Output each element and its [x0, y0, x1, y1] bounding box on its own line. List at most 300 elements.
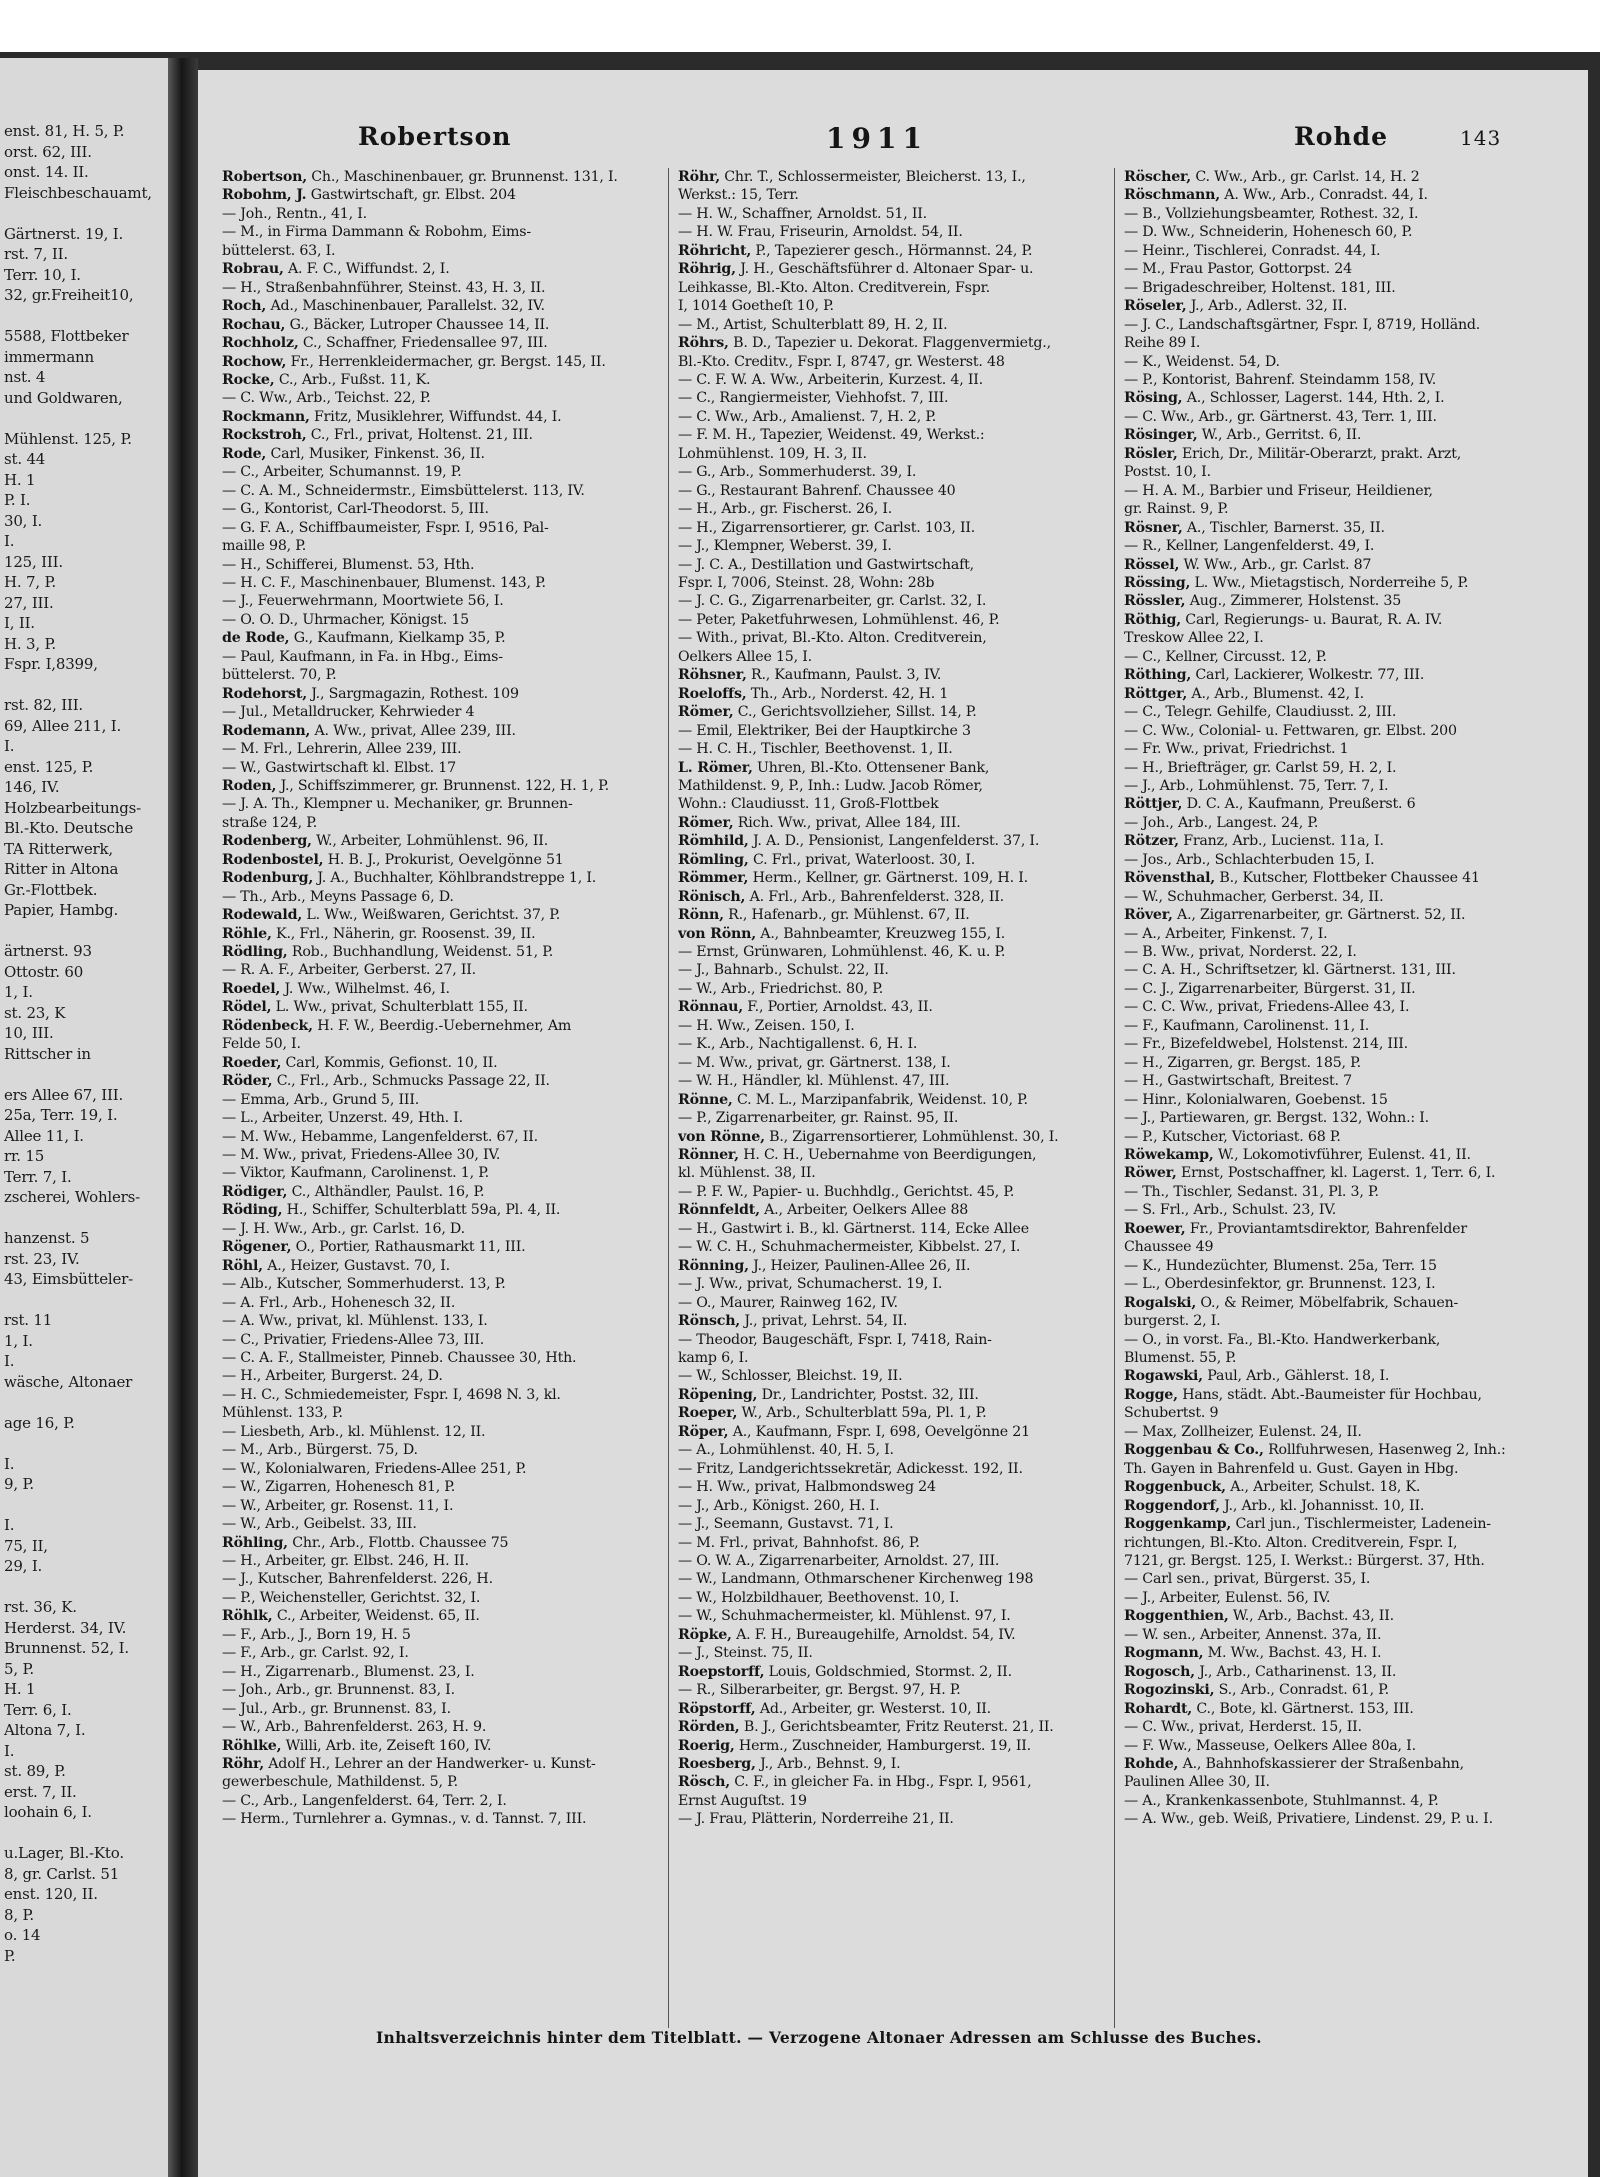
directory-entry [678, 1644, 1108, 1662]
entry-details: — R., Silberarbeiter, gr. Bergst. 97, H. P. [678, 1682, 961, 1699]
directory-entry [222, 1589, 652, 1607]
prev-page-line: 25a, Terr. 19, I. [4, 1106, 118, 1124]
directory-entry [1124, 1663, 1554, 1681]
directory-entry [678, 592, 1108, 610]
directory-entry [678, 943, 1108, 961]
prev-page-line: Herderst. 34, IV. [4, 1618, 127, 1637]
directory-entry [222, 1312, 652, 1330]
directory-entry [222, 316, 652, 334]
directory-entry [678, 1663, 1108, 1681]
entry-details: L. Ww., Weißwaren, Gerichtst. 37, P. [306, 907, 561, 924]
entry-details: — Th., Arb., Meyns Passage 6, D. [222, 888, 454, 905]
entry-details: — Brigadeschreiber, Holtenst. 181, III. [1124, 279, 1396, 296]
directory-entry [678, 205, 1108, 223]
prev-page-line: 8, P. [4, 1905, 34, 1924]
directory-entry [1124, 1017, 1554, 1035]
previous-page-edge [0, 58, 168, 2177]
entry-details: — Jul., Metalldrucker, Kehrwieder 4 [222, 704, 475, 721]
entry-details: burgerst. 2, I. [1124, 1313, 1221, 1330]
directory-entry [1124, 1737, 1554, 1755]
entry-details: C., Arbeiter, Weidenst. 65, II. [276, 1608, 480, 1625]
entry-surname: Rönn, [678, 907, 724, 924]
directory-entry [678, 703, 1108, 721]
entry-details: R., Kaufmann, Paulst. 3, IV. [751, 667, 942, 684]
entry-details: Paul, Arb., Gählerst. 18, I. [1207, 1368, 1390, 1385]
entry-details: Willi, Arb. ite, Zeiseft 160, IV. [285, 1737, 492, 1754]
entry-details: — C. A. F., Stallmeister, Pinneb. Chaussee 30, Hth. [222, 1350, 577, 1366]
directory-entry [222, 1331, 652, 1349]
directory-entry [1124, 611, 1554, 629]
directory-entry [222, 740, 652, 758]
entry-details: — F. M. H., Tapezier, Weidenst. 49, Werkst.: [678, 427, 985, 444]
directory-entry [222, 1700, 652, 1718]
directory-entry [1124, 463, 1554, 481]
entry-surname: Rönnfeldt, [678, 1202, 760, 1219]
directory-entry [678, 1109, 1108, 1127]
entry-details: — J. C., Landschaftsgärtner, Fspr. I, 8719, Holländ. [1124, 316, 1481, 333]
directory-entry [222, 1423, 652, 1441]
entry-surname: Röhrs, [678, 335, 729, 352]
entry-details: W. Ww., Arb., gr. Carlst. 87 [1183, 556, 1372, 573]
entry-surname: Robrau, [222, 261, 284, 278]
entry-details: — L., Oberdesinfektor, gr. Brunnenst. 123, I. [1124, 1276, 1436, 1293]
entry-surname: Röschmann, [1124, 187, 1220, 204]
entry-details: C. Ww., Arb., gr. Carlst. 14, H. 2 [1195, 169, 1420, 185]
entry-details: — Heinr., Tischlerei, Conradst. 44, I. [1124, 242, 1381, 259]
entry-details: — Emma, Arb., Grund 5, III. [222, 1091, 420, 1108]
entry-details: F., Portier, Arnoldst. 43, II. [747, 999, 933, 1016]
directory-entry [222, 205, 652, 223]
directory-entry [678, 1534, 1108, 1552]
entry-surname: Rogozinski, [1124, 1682, 1215, 1699]
prev-page-line: H. 7, P. [4, 573, 56, 591]
entry-details: — Paul, Kaufmann, in Fa. in Hbg., Eims- [222, 648, 503, 665]
entry-details: L. Ww., privat, Schulterblatt 155, II. [275, 999, 528, 1016]
directory-entry [222, 869, 652, 887]
entry-details: — H. W. Frau, Friseurin, Arnoldst. 54, II. [678, 224, 963, 241]
directory-entry [222, 1109, 652, 1127]
entry-details: Paulinen Allee 30, II. [1124, 1774, 1270, 1791]
entry-details: G., Kaufmann, Kielkamp 35, P. [293, 630, 506, 647]
directory-entry [1124, 925, 1554, 943]
entry-details: Ernst Auguſtst. 19 [678, 1792, 807, 1809]
directory-entry [222, 832, 652, 850]
entry-details: — C. J., Zigarrenarbeiter, Bürgerst. 31, II. [1124, 980, 1416, 997]
directory-entry [1124, 1275, 1554, 1293]
directory-entry [222, 592, 652, 610]
directory-entry [1124, 648, 1554, 666]
entry-details: H. C. H., Uebernahme von Beerdigungen, [743, 1147, 1037, 1164]
directory-entry [222, 1275, 652, 1293]
directory-entry [678, 1312, 1108, 1330]
entry-details: Franz, Arb., Lucienst. 11a, I. [1183, 833, 1384, 850]
directory-entry [678, 1460, 1108, 1478]
directory-entry [678, 353, 1108, 371]
prev-page-line: zscherei, Wohlers- [4, 1188, 141, 1206]
directory-entry [1124, 1607, 1554, 1625]
directory-entry [1124, 1792, 1554, 1810]
entry-details: A. F. H., Bureaugehilfe, Arnoldst. 54, IV. [736, 1626, 1016, 1643]
entry-details: B. D., Tapezier u. Dekorat. Flaggenvermietg., [733, 335, 1051, 352]
entry-details: — H. C., Schmiedemeister, Fspr. I, 4698 N. 3, kl. [222, 1386, 561, 1403]
directory-entry [1124, 1478, 1554, 1496]
prev-page-line: 69, Allee 211, I. [4, 716, 122, 735]
entry-surname: Rogge, [1124, 1386, 1178, 1403]
entry-details: Blumenst. 55, P. [1124, 1350, 1237, 1366]
entry-surname: Röhlk, [222, 1608, 273, 1625]
directory-entry [1124, 556, 1554, 574]
prev-page-line: 125, III. [4, 552, 63, 571]
directory-entry [678, 1607, 1108, 1625]
entry-surname: Röhlke, [222, 1737, 282, 1754]
prev-page-line: Terr. 6, I. [4, 1700, 72, 1719]
prev-page-line: o. 14 [4, 1926, 41, 1944]
entry-details: A. Ww., Arb., Conradst. 44, I. [1224, 187, 1428, 204]
prev-page-line: st. 23, K [4, 1003, 66, 1022]
entry-surname: Roeloffs, [678, 685, 747, 702]
entry-surname: Römmer, [678, 870, 749, 887]
directory-entry [678, 223, 1108, 241]
directory-entry [1124, 906, 1554, 924]
entry-details: — C. Ww., Arb., gr. Gärtnerst. 43, Terr. 1, III. [1124, 408, 1437, 425]
entry-surname: Rodehorst, [222, 685, 307, 702]
entry-details: Wohn.: Claudiusst. 11, Groß-Flottbek [678, 796, 939, 813]
entry-details: Aug., Zimmerer, Holstenst. 35 [1189, 593, 1402, 610]
directory-entry [678, 611, 1108, 629]
directory-entry [1124, 519, 1554, 537]
entry-surname: Roerig, [678, 1737, 735, 1754]
directory-entry [1124, 832, 1554, 850]
entry-details: Chr. T., Schlossermeister, Bleicherst. 13, I., [724, 169, 1026, 185]
prev-page-line: I. [4, 1352, 15, 1370]
entry-details: Th. Gayen in Bahrenfeld u. Gust. Gayen in Hbg. [1124, 1460, 1459, 1477]
directory-entry [678, 1201, 1108, 1219]
entry-details: straße 124, P. [222, 814, 318, 831]
entry-details: — F., Arb., gr. Carlst. 92, I. [222, 1645, 409, 1662]
prev-page-line: enst. 125, P. [4, 757, 94, 776]
entry-details: — P., Kontorist, Bahrenf. Steindamm 158, IV. [1124, 371, 1437, 388]
entry-details: J., Arb., Behnst. 9, I. [760, 1755, 901, 1772]
directory-entry [678, 1386, 1108, 1404]
directory-entry [678, 519, 1108, 537]
prev-page-line: 30, I. [4, 511, 43, 530]
directory-entry [1124, 629, 1554, 647]
entry-details: Treskow Allee 22, I. [1124, 630, 1264, 647]
entry-details: C., Bote, kl. Gärtnerst. 153, III. [1196, 1700, 1414, 1717]
entry-details: — P., Zigarrenarbeiter, gr. Rainst. 95, II. [678, 1110, 959, 1127]
entry-details: A. F. C., Wiffundst. 2, I. [288, 261, 450, 278]
directory-entry [222, 408, 652, 426]
directory-entry [1124, 242, 1554, 260]
prev-page-line: I. [4, 1741, 15, 1760]
entry-details: — Jos., Arb., Schlachterbuden 15, I. [1124, 851, 1375, 868]
entry-details: Herm., Zuschneider, Hamburgerst. 19, II. [738, 1737, 1031, 1754]
entry-details: — W., Kolonialwaren, Friedens-Allee 251, P. [222, 1460, 527, 1477]
directory-entry [1124, 1681, 1554, 1699]
directory-entry [1124, 408, 1554, 426]
entry-details: Mathildenst. 9, P., Inh.: Ludw. Jacob Römer, [678, 777, 983, 794]
entry-surname: Rörden, [678, 1719, 740, 1736]
directory-entry [1124, 1201, 1554, 1219]
entry-details: — W., Schuhmachermeister, kl. Mühlenst. 97, I. [678, 1608, 1011, 1625]
directory-entry [222, 1349, 652, 1367]
prev-page-line: rr. 15 [4, 1147, 45, 1165]
entry-details: Uhren, Bl.-Kto. Ottensener Bank, [757, 759, 990, 776]
directory-entry [678, 1146, 1108, 1164]
entry-details: Fritz, Musiklehrer, Wiffundst. 44, I. [314, 408, 562, 425]
directory-entry [222, 685, 652, 703]
entry-surname: Rönner, [678, 1147, 739, 1164]
directory-entry [222, 1294, 652, 1312]
entry-surname: Rochau, [222, 316, 286, 333]
directory-entry [678, 1349, 1108, 1367]
entry-details: — H., Schifferei, Blumenst. 53, Hth. [222, 556, 475, 573]
entry-details: — P. F. W., Papier- u. Buchhdlg., Gerichtst. 45, P. [678, 1183, 1015, 1200]
entry-details: — A., Krankenkassenbote, Stuhlmannst. 4, P. [1124, 1792, 1439, 1809]
entry-details: — W., Zigarren, Hohenesch 81, P. [222, 1479, 456, 1496]
directory-entry [222, 556, 652, 574]
directory-entry [1124, 1441, 1554, 1459]
entry-details: — Max, Zollheizer, Eulenst. 24, II. [1124, 1423, 1362, 1440]
prev-page-line: Terr. 7, I. [4, 1167, 72, 1186]
directory-entry [1124, 574, 1554, 592]
entry-details: — A., Lohmühlenst. 40, H. 5, I. [678, 1442, 894, 1459]
entry-details: W., Lokomotivführer, Eulenst. 41, II. [1217, 1147, 1471, 1164]
entry-details: — A. Ww., geb. Weiß, Privatiere, Lindenst. 29, P. u. I. [1124, 1811, 1493, 1828]
directory-entry [222, 1737, 652, 1755]
directory-entry [222, 1257, 652, 1275]
entry-details: kamp 6, I. [678, 1350, 749, 1366]
entry-surname: Rönning, [678, 1257, 749, 1274]
entry-surname: Rode, [222, 445, 267, 462]
entry-details: — G., Arb., Sommerhuderst. 39, I. [678, 464, 917, 481]
entry-details: — C. Ww., Arb., Amalienst. 7, H. 2, P. [678, 408, 937, 425]
directory-entry [1124, 1700, 1554, 1718]
directory-entry [1124, 1534, 1554, 1552]
entry-details: Reihe 89 I. [1124, 335, 1201, 352]
directory-entry [222, 888, 652, 906]
directory-entry [678, 851, 1108, 869]
directory-entry [1124, 1423, 1554, 1441]
entry-details: — W. sen., Arbeiter, Annenst. 37a, II. [1124, 1626, 1382, 1643]
entry-details: Hans, städt. Abt.-Baumeister für Hochbau, [1182, 1386, 1482, 1403]
directory-entry [678, 482, 1108, 500]
directory-entry [678, 1737, 1108, 1755]
directory-entry [1124, 961, 1554, 979]
directory-entry [222, 1515, 652, 1533]
entry-details: — R. A. F., Arbeiter, Gerberst. 27, II. [222, 962, 476, 979]
directory-entry [1124, 1035, 1554, 1053]
directory-entry [222, 482, 652, 500]
directory-entry [678, 574, 1108, 592]
directory-entry [222, 279, 652, 297]
entry-details: A., Zigarrenarbeiter, gr. Gärtnerst. 52, II. [1177, 907, 1466, 924]
directory-entry [1124, 1183, 1554, 1201]
entry-surname: Römer, [678, 704, 734, 721]
directory-entry [222, 297, 652, 315]
entry-surname: Rönne, [678, 1091, 733, 1108]
entry-surname: Röder, [222, 1073, 273, 1090]
entry-details: — H., Briefträger, gr. Carlst 59, H. 2, I. [1124, 759, 1397, 776]
entry-details: K., Frl., Näherin, gr. Roosenst. 39, II. [276, 925, 536, 942]
directory-entry [678, 1404, 1108, 1422]
entry-surname: Rödel, [222, 999, 272, 1016]
entry-details: — M. Ww., privat, gr. Gärtnerst. 138, I. [678, 1054, 951, 1071]
entry-details: 7121, gr. Bergst. 125, I. Werkst.: Bürgerst. 37, Hth. [1124, 1552, 1485, 1569]
entry-surname: Röhle, [222, 925, 272, 942]
directory-entry [1124, 1072, 1554, 1090]
entry-details: J., Sargmagazin, Rothest. 109 [311, 685, 519, 702]
entry-details: — H., Zigarren, gr. Bergst. 185, P. [1124, 1054, 1361, 1071]
entry-surname: Rösing, [1124, 390, 1183, 407]
directory-entry [222, 629, 652, 647]
directory-entry [222, 1497, 652, 1515]
entry-details: — Viktor, Kaufmann, Carolinenst. 1, P. [222, 1165, 489, 1182]
entry-surname: Röhsner, [678, 667, 747, 684]
running-head-right: Rohde [1294, 122, 1389, 151]
directory-entry [678, 260, 1108, 278]
directory-entry [678, 1773, 1108, 1791]
entry-surname: de Rode, [222, 630, 290, 647]
entry-details: — J., Seemann, Gustavst. 71, I. [678, 1516, 894, 1533]
directory-entry [222, 1681, 652, 1699]
prev-page-line: 5588, Flottbeker [4, 327, 129, 345]
directory-entry [222, 1201, 652, 1219]
directory-entry [678, 1164, 1108, 1182]
prev-page-line: P. I. [4, 491, 31, 509]
directory-entry [1124, 186, 1554, 204]
entry-details: B., Kutscher, Flottbeker Chaussee 41 [1219, 870, 1480, 887]
entry-surname: Rödenbeck, [222, 1017, 313, 1034]
entry-details: — W., Gastwirtschaft kl. Elbst. 17 [222, 759, 456, 776]
entry-details: — G., Restaurant Bahrenf. Chaussee 40 [678, 482, 956, 499]
directory-entry [678, 1755, 1108, 1773]
entry-details: A., Kaufmann, Fspr. I, 698, Oevelgönne 21 [732, 1423, 1030, 1440]
directory-entry [678, 500, 1108, 518]
prev-page-line: 9, P. [4, 1475, 34, 1493]
entry-surname: Röhrig, [678, 261, 736, 278]
directory-entry [1124, 1497, 1554, 1515]
directory-entry [1124, 1460, 1554, 1478]
directory-entry [222, 1755, 652, 1773]
entry-surname: Röpstorff, [678, 1700, 756, 1717]
entry-surname: Rodenbostel, [222, 851, 324, 868]
directory-entry [222, 961, 652, 979]
entry-details: Ch., Maschinenbauer, gr. Brunnenst. 131, I. [311, 169, 618, 185]
directory-entry [678, 279, 1108, 297]
directory-entry [678, 1423, 1108, 1441]
directory-entry [222, 463, 652, 481]
entry-surname: Rösch, [678, 1774, 730, 1791]
directory-entry [1124, 1589, 1554, 1607]
prev-page-line: rst. 82, III. [4, 696, 83, 714]
entry-details: A., Arbeiter, Oelkers Allee 88 [764, 1202, 969, 1219]
prev-page-line: ers Allee 67, III. [4, 1085, 124, 1104]
directory-entry [222, 1663, 652, 1681]
column-divider [1114, 168, 1115, 2028]
entry-details: — C. A. M., Schneidermstr., Eimsbüttelerst. 113, IV. [222, 482, 585, 499]
entry-details: — C., Rangiermeister, Viehhofst. 7, III. [678, 390, 949, 407]
entry-details: W., Arb., Gerritst. 6, II. [1201, 427, 1362, 444]
entry-details: — J., Kutscher, Bahrenfelderst. 226, H. [222, 1571, 493, 1588]
entry-details: — C., Telegr. Gehilfe, Claudiusst. 2, III. [1124, 704, 1397, 721]
directory-entry [1124, 168, 1554, 186]
entry-surname: Roeder, [222, 1054, 282, 1071]
prev-page-line: 29, I. [4, 1557, 43, 1575]
prev-page-line: 32, gr.Freiheit10, [4, 286, 134, 304]
entry-details: I, 1014 Goetheſt 10, P. [678, 298, 834, 315]
entry-details: Carl, Kommis, Gefionst. 10, II. [285, 1054, 498, 1071]
directory-entry [222, 1017, 652, 1035]
entry-details: — M. Frl., privat, Bahnhofst. 86, P. [678, 1534, 920, 1551]
entry-details: — Alb., Kutscher, Sommerhuderst. 13, P. [222, 1276, 506, 1293]
directory-entry [678, 556, 1108, 574]
prev-page-line: P. [4, 1946, 16, 1965]
directory-entry [222, 223, 652, 241]
directory-entry [1124, 1552, 1554, 1570]
directory-entry [678, 906, 1108, 924]
entry-surname: Rogawski, [1124, 1368, 1203, 1385]
entry-details: — H., Zigarrensortierer, gr. Carlst. 103, II. [678, 519, 976, 536]
directory-entry [678, 1810, 1108, 1828]
entry-details: W., Arbeiter, Lohmühlenst. 96, II. [316, 833, 549, 850]
entry-details: A., Arb., Blumenst. 42, I. [1191, 685, 1364, 702]
entry-details: A., Arbeiter, Schulst. 18, K. [1230, 1479, 1421, 1496]
entry-surname: Rönsch, [678, 1313, 741, 1330]
directory-entry [1124, 888, 1554, 906]
directory-entry [222, 445, 652, 463]
entry-details: — Joh., Arb., Langest. 24, P. [1124, 814, 1319, 831]
directory-entry [1124, 1312, 1554, 1330]
directory-entry [222, 722, 652, 740]
prev-page-line: Gärtnerst. 19, I. [4, 224, 124, 243]
directory-entry [678, 740, 1108, 758]
directory-entry [678, 408, 1108, 426]
prev-page-line: Fspr. I,8399, [4, 655, 98, 673]
directory-entry [222, 1091, 652, 1109]
entry-details: — J. Frau, Plätterin, Norderreihe 21, II. [678, 1811, 954, 1828]
prev-page-line: 43, Eimsbütteler- [4, 1270, 133, 1288]
directory-entry [1124, 795, 1554, 813]
directory-entry [1124, 814, 1554, 832]
entry-surname: Röthig, [1124, 611, 1181, 628]
directory-entry [222, 334, 652, 352]
entry-surname: Roch, [222, 298, 267, 315]
entry-details: — A. Frl., Arb., Hohenesch 32, II. [222, 1294, 456, 1311]
entry-details: — H., Straßenbahnführer, Steinst. 43, H. 3, II. [222, 279, 546, 296]
entry-details: Carl, Musiker, Finkenst. 36, II. [270, 445, 485, 462]
entry-surname: Rohardt, [1124, 1700, 1193, 1717]
entry-details: C. F., in gleicher Fa. in Hbg., Fspr. I, 9561, [734, 1774, 1032, 1791]
entry-details: Herm., Kellner, gr. Gärtnerst. 109, H. I. [752, 870, 1028, 887]
entry-details: — Hinr., Kolonialwaren, Goebenst. 15 [1124, 1091, 1388, 1108]
directory-entry [1124, 1128, 1554, 1146]
entry-surname: Roggenbuck, [1124, 1479, 1226, 1496]
entry-surname: Robertson, [222, 169, 307, 185]
directory-entry [1124, 851, 1554, 869]
entry-surname: Röwekamp, [1124, 1147, 1214, 1164]
entry-surname: Rogmann, [1124, 1645, 1204, 1662]
directory-entry [222, 1072, 652, 1090]
entry-details: — M. Ww., privat, Friedens-Allee 30, IV. [222, 1147, 501, 1164]
entry-surname: von Rönne, [678, 1128, 765, 1145]
prev-page-line: Allee 11, I. [4, 1126, 84, 1145]
entry-details: Fr., Proviantamtsdirektor, Bahrenfelder [1189, 1220, 1467, 1237]
prev-page-line: 1, I. [4, 1331, 33, 1350]
entry-details: — C. F. W. A. Ww., Arbeiterin, Kurzest. 4, II. [678, 371, 983, 388]
entry-details: — W. H., Händler, kl. Mühlenst. 47, III. [678, 1073, 950, 1090]
entry-details: — K., Arb., Nachtigallenst. 6, H. I. [678, 1036, 918, 1053]
